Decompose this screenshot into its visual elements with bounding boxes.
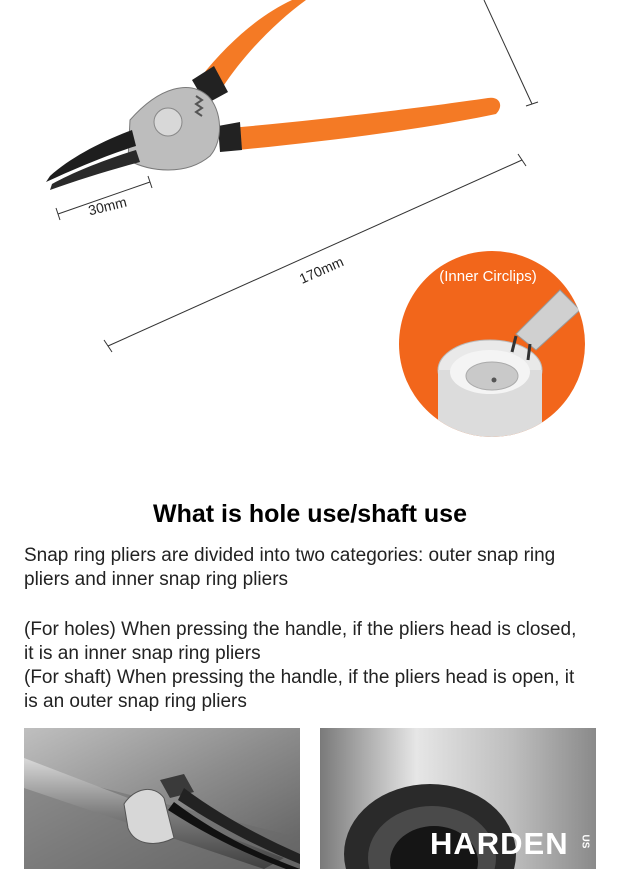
dimension-line-handle (484, 0, 538, 106)
pliers-lower-handle (230, 98, 500, 150)
inner-circlips-label: (Inner Circlips) (439, 268, 537, 285)
shaft-use-photo (24, 728, 300, 869)
section-title: What is hole use/shaft use (153, 500, 467, 528)
jaw-length-label: 30mm (86, 193, 129, 219)
hole-use-paragraph: (For holes) When pressing the handle, if the pliers head is closed, it is an inner snap ring pliers (24, 619, 577, 664)
pliers-collar-lower (218, 122, 242, 152)
pliers-pivot (154, 108, 182, 136)
brand-logo: HARDEN (430, 826, 569, 861)
shaft-use-paragraph: (For shaft) When pressing the handle, if the pliers head is open, it is an outer snap ring pliers (24, 667, 575, 712)
brand-logo-suffix: US (579, 834, 591, 849)
bore-inner (466, 362, 518, 390)
description-paragraph: Snap ring pliers are divided into two categories: outer snap ring pliers and inner snap ring pliers (24, 545, 556, 590)
total-length-label: 170mm (296, 253, 346, 287)
